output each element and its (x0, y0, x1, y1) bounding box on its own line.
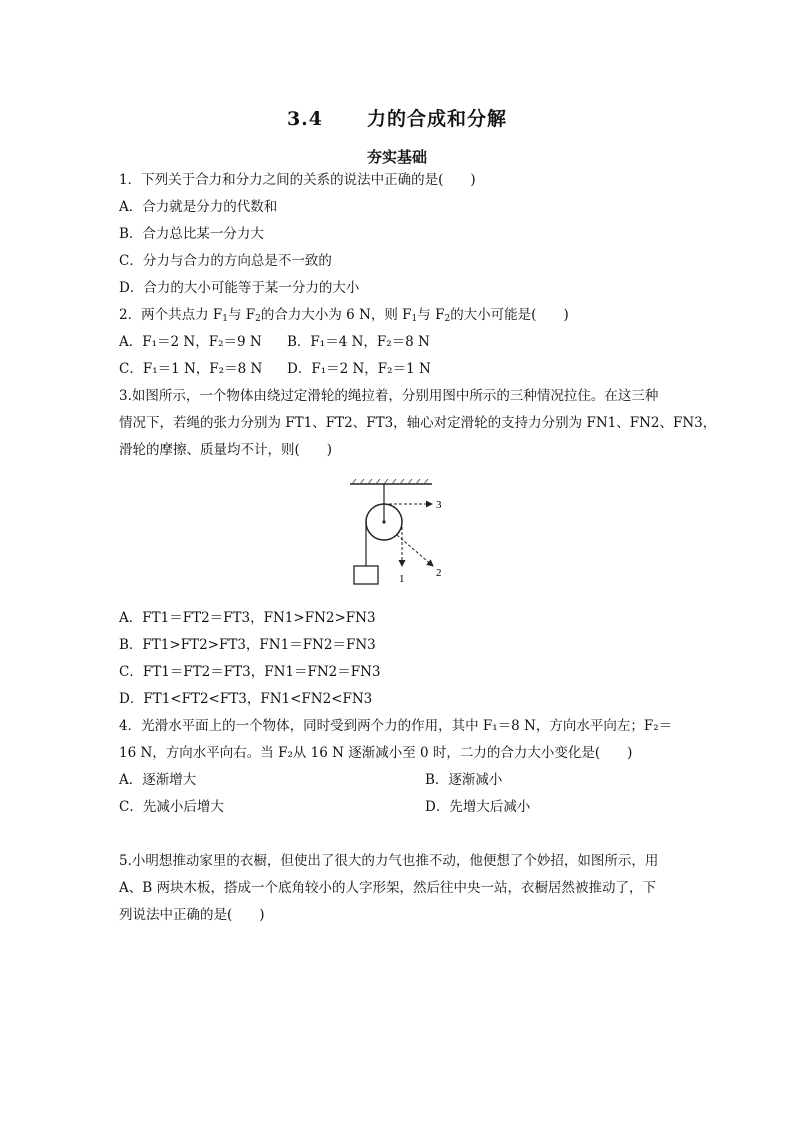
section-name: 力的合成和分解 (367, 108, 508, 130)
q3-stem-line1: 3.如图所示，一个物体由绕过定滑轮的绳拉着，分别用图中所示的三种情况拉住。在这三种 (119, 388, 659, 404)
q2-options-row2 (119, 360, 431, 378)
q3-option-a: A．FT1＝FT2＝FT3，FN1>FN2>FN3 (119, 610, 376, 626)
pulley-axle (382, 520, 385, 523)
q4-option-c: C．先减小后增大 (119, 799, 224, 815)
q4-options-row1 (119, 771, 503, 789)
q3-option-d: D．FT1<FT2<FT3，FN1<FN2<FN3 (119, 691, 373, 707)
q2-option-c: C．F₁＝1 N，F₂＝8 N (119, 361, 263, 377)
q4-stem-line2: 16 N，方向水平向右。当 F₂从 16 N 逐渐减小至 0 时，二力的合力大小变化是( ) (119, 745, 633, 761)
q2-stem: 2．两个共点力 $F_1$与 $F_2$的合力大小为 6 N，则 $F_1$与 $F_2$的大小可能是( ) (119, 307, 569, 324)
subsection-title: 夯实基础 (366, 148, 427, 166)
q3-stem-line2: 情况下，若绳的张力分别为 FT1、FT2、FT3，轴心对定滑轮的支持力分别为 FN1、FN2、FN3， (119, 415, 717, 431)
label-3: 3 (436, 499, 442, 511)
q2-option-d: D．F₁＝2 N，F₂＝1 N (287, 361, 431, 377)
q2-options-row1 (119, 333, 430, 351)
q4-option-b: B．逐渐减小 (425, 772, 503, 788)
q2-option-b: B．F₁＝4 N，F₂＝8 N (287, 334, 430, 350)
pulley-diagram (340, 478, 460, 596)
q1-option-d: D．合力的大小可能等于某一分力的大小 (119, 280, 360, 296)
q5-stem-line3: 列说法中正确的是( ) (119, 907, 265, 923)
label-1: 1 (399, 573, 405, 585)
q2-option-a: A．F₁＝2 N，F₂＝9 N (119, 334, 262, 350)
q5-stem-line1: 5.小明想推动家里的衣橱，但使出了很大的力气也推不动，他便想了个妙招，如图所示，用 (119, 853, 659, 869)
q1-option-c: C．分力与合力的方向总是不一致的 (119, 253, 332, 269)
section-number: 3.4 (286, 108, 324, 130)
q4-stem-line1: 4．光滑水平面上的一个物体，同时受到两个力的作用，其中 F₁＝8 N，方向水平向左；F₂＝ (119, 718, 673, 734)
q3-stem-line3: 滑轮的摩擦、质量均不计，则( ) (119, 442, 333, 458)
q4-option-a: A．逐渐增大 (119, 772, 197, 788)
q5-stem-line2: A、B 两块木板，搭成一个底角较小的人字形架，然后往中央一站，衣橱居然被推动了，下 (119, 880, 656, 896)
q3-option-b: B．FT1>FT2>FT3，FN1＝FN2＝FN3 (119, 637, 376, 653)
q4-options-row2 (119, 798, 531, 816)
q4-option-d: D．先增大后减小 (425, 799, 531, 815)
q1-option-b: B．合力总比某一分力大 (119, 226, 264, 242)
q1-option-a: A．合力就是分力的代数和 (119, 199, 278, 215)
section-title (0, 104, 794, 131)
q3-option-c: C．FT1＝FT2＝FT3，FN1＝FN2＝FN3 (119, 664, 381, 680)
q1-stem: 1．下列关于合力和分力之间的关系的说法中正确的是( ) (119, 172, 476, 188)
hanging-block (354, 566, 378, 584)
label-2: 2 (436, 567, 442, 579)
